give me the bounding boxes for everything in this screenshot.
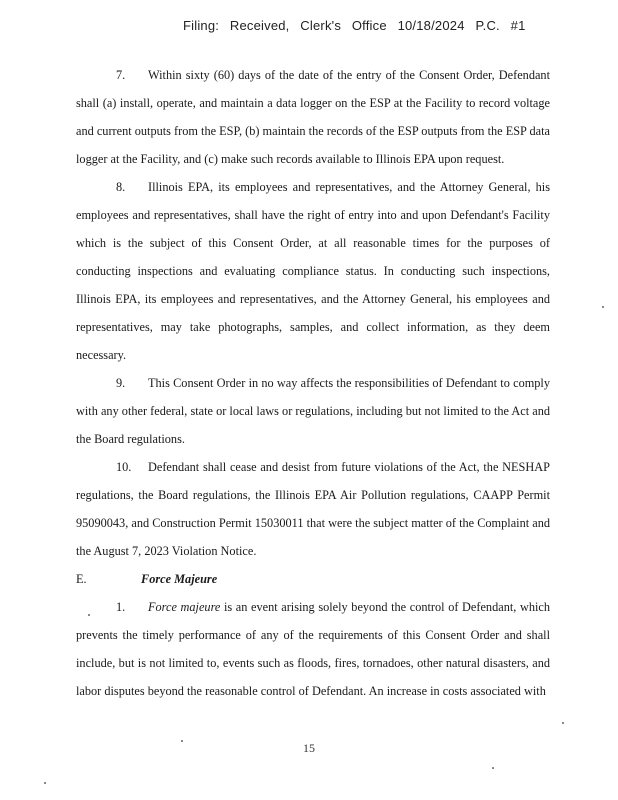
paragraph-number: 9. xyxy=(116,376,126,390)
paragraph-text: Defendant shall cease and desist from future violations of the Act, the NESHAP regulations, the Board regulations, the Illinois EPA Air Pollution regulations, CAAPP Permit 95090043, and Construction Permit 15030011 that were the subject matter of the Complaint and the August 7, 2023 Violation Notice. xyxy=(76,460,550,558)
paragraph-number: 8. xyxy=(116,180,126,194)
scan-speck xyxy=(562,722,564,724)
paragraph-e1 xyxy=(76,593,550,705)
paragraph-text: is an event arising solely beyond the control of Defendant, which prevents the timely performance of any of the requirements of this Consent Order and shall include, but is not limited to, events such as floods, fires, tornadoes, other natural disasters, and labor disputes beyond the reasonable control of Defendant. An increase in costs associated with xyxy=(76,600,550,698)
scan-speck xyxy=(492,767,494,769)
scan-speck xyxy=(88,614,90,616)
paragraph-text: Illinois EPA, its employees and representatives, and the Attorney General, his employees and representatives, shall have the right of entry into and upon Defendant's Facility which is the subject of this Consent Order, at all reasonable times for the purposes of conducting inspections and evaluating compliance status. In conducting such inspections, Illinois EPA, its employees and representatives, and the Attorney General, his employees and representatives, may take photographs, samples, and collect information, as they deem necessary. xyxy=(76,180,550,362)
section-title: Force Majeure xyxy=(141,572,218,586)
scan-speck xyxy=(602,306,604,308)
paragraph-9 xyxy=(76,369,550,453)
defined-term: Force majeure xyxy=(148,600,221,614)
paragraph-text: Within sixty (60) days of the date of the entry of the Consent Order, Defendant shall (a) install, operate, and maintain a data logger on the ESP at the Facility to record voltage and current outputs from the ESP, (b) maintain the records of the ESP outputs from the ESP data logger at the Facility, and (c) make such records available to Illinois EPA upon request. xyxy=(76,68,550,166)
section-heading xyxy=(76,565,550,593)
section-letter: E. xyxy=(76,572,87,586)
scan-speck xyxy=(181,740,183,742)
paragraph-number: 10. xyxy=(116,460,132,474)
filing-header: Filing: Received, Clerk's Office 10/18/2024 P.C. #1 xyxy=(183,18,526,33)
document-body xyxy=(76,61,550,705)
paragraph-number: 1. xyxy=(116,600,126,614)
paragraph-number: 7. xyxy=(116,68,126,82)
paragraph-7 xyxy=(76,61,550,173)
page-number: 15 xyxy=(303,741,315,755)
scan-speck xyxy=(44,782,46,784)
paragraph-text: This Consent Order in no way affects the responsibilities of Defendant to comply with any other federal, state or local laws or regulations, including but not limited to the Act and the Board regulations. xyxy=(76,376,550,446)
paragraph-8 xyxy=(76,173,550,369)
paragraph-10 xyxy=(76,453,550,565)
